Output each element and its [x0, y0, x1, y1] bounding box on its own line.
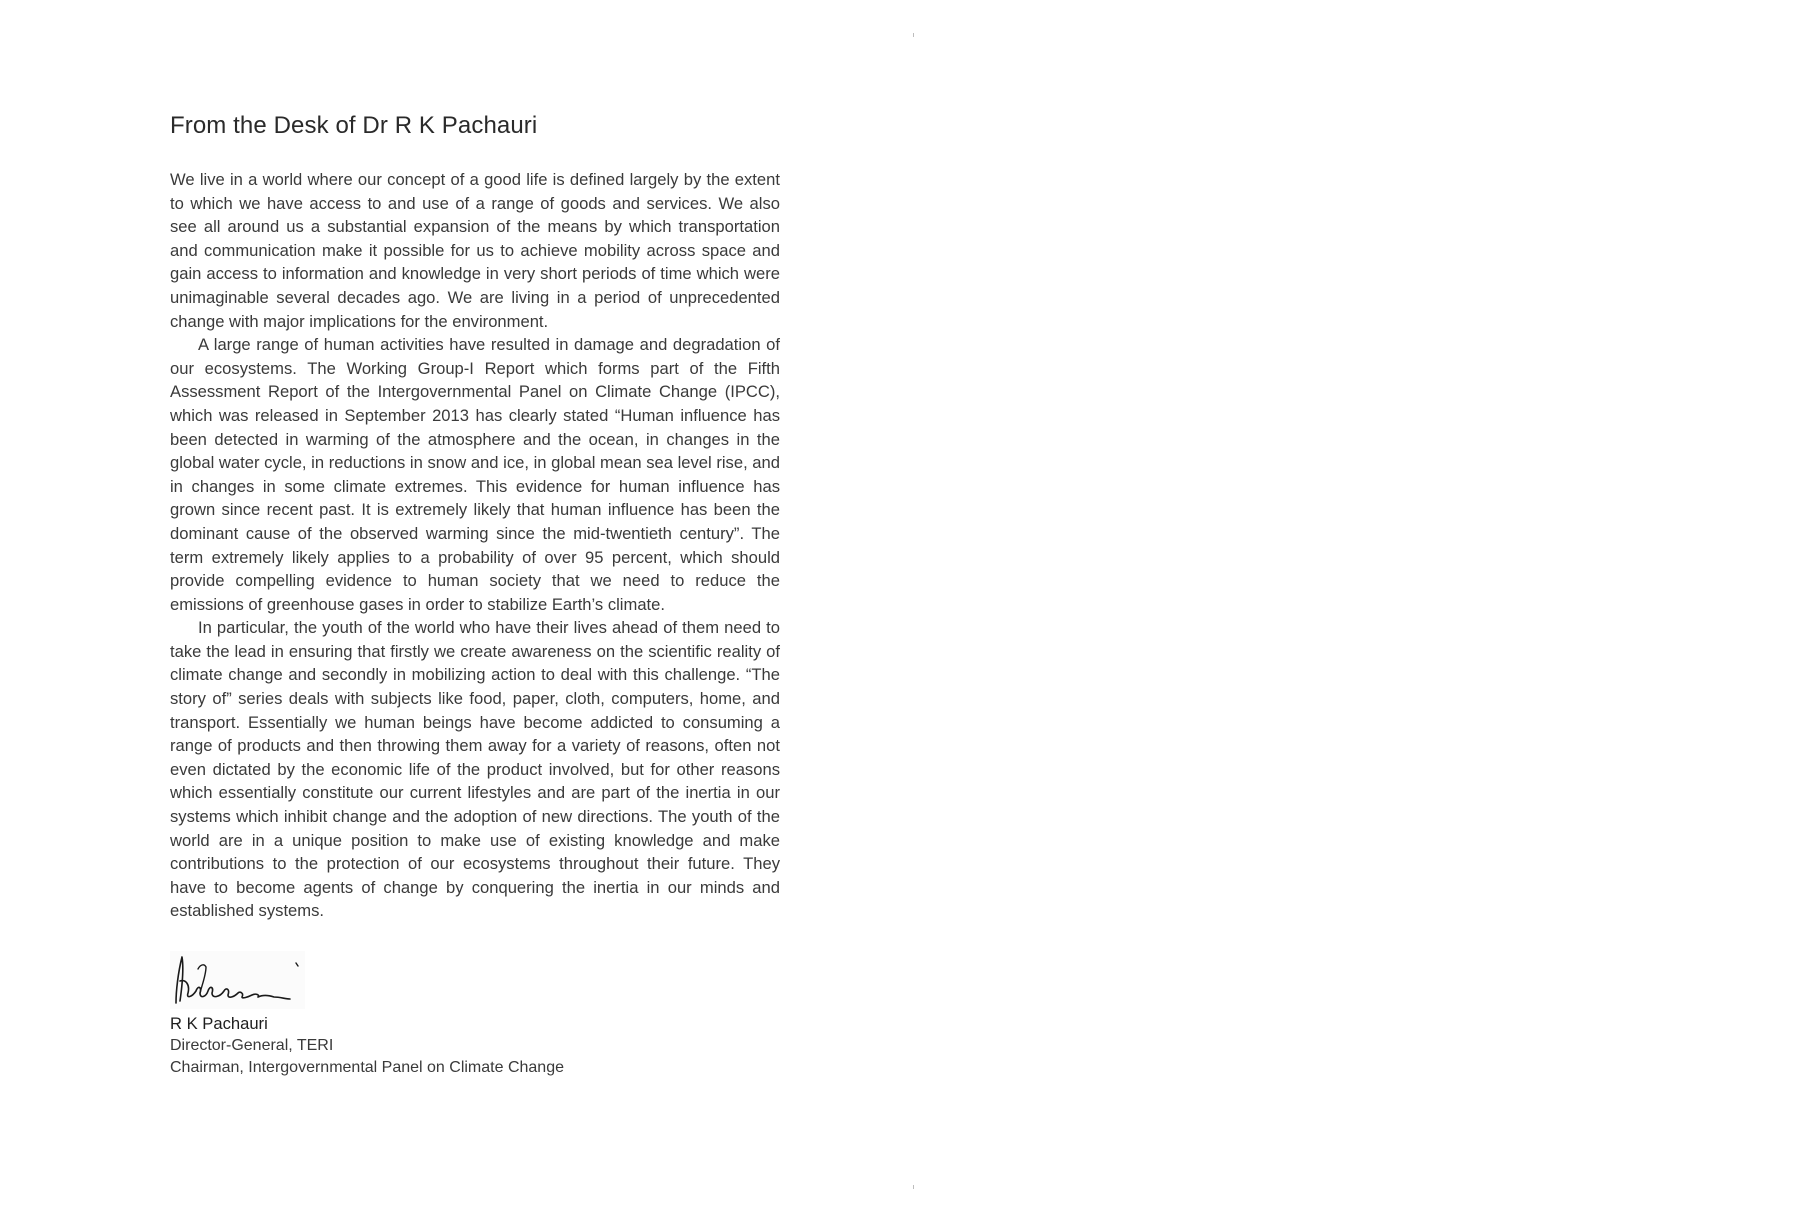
letter-title: From the Desk of Dr R K Pachauri — [170, 112, 538, 139]
signatory-title-2: Chairman, Intergovernmental Panel on Climate Change — [170, 1059, 564, 1076]
paragraph-2: A large range of human activities have resulted in damage and degradation of our ecosystems. The Working Group-I Report which forms part of the Fifth Assessment Report of the Intergovernmental Panel on Climate Change (IPCC), which was released in September 2013 has clearly stated “Human influence has been detected in warming of the atmosphere and the ocean, in changes in the global water cycle, in reductions in snow and ice, in global mean sea level rise, and in changes in some climate extremes. This evidence for human influence has grown since recent past. It is extremely likely that human influence has been the dominant cause of the observed warming since the mid-twentieth century”. The term extremely likely applies to a probability of over 95 percent, which should provide compelling evidence to human society that we need to reduce the emissions of greenhouse gases in order to stabilize Earth’s climate. — [170, 335, 780, 614]
signatory-name: R K Pachauri — [170, 1014, 268, 1033]
letter-body — [170, 168, 780, 923]
bottom-crop-mark — [913, 1185, 914, 1189]
signatory-title-1: Director-General, TERI — [170, 1037, 334, 1054]
signature-image — [170, 951, 305, 1009]
top-crop-mark — [913, 33, 914, 37]
paragraph-3: In particular, the youth of the world who have their lives ahead of them need to take the lead in ensuring that firstly we create awareness on the scientific reality of climate change and secondly in mobilizing action to deal with this challenge. “The story of” series deals with subjects like food, paper, cloth, computers, home, and transport. Essentially we human beings have become addicted to consuming a range of products and then throwing them away for a variety of reasons, often not even dictated by the economic life of the product involved, but for other reasons which essentially constitute our current lifestyles and are part of the inertia in our systems which inhibit change and the adoption of new directions. The youth of the world are in a unique position to make use of existing knowledge and make contributions to the protection of our ecosystems throughout their future. They have to become agents of change by conquering the inertia in our minds and established systems. — [170, 618, 780, 921]
paragraph-1: We live in a world where our concept of a good life is defined largely by the extent to which we have access to and use of a range of goods and services. We also see all around us a substantial expansion of the means by which transportation and communication make it possible for us to achieve mobility across space and gain access to information and knowledge in very short periods of time which were unimaginable several decades ago. We are living in a period of unprecedented change with major implications for the environment. — [170, 170, 780, 331]
letter — [170, 112, 780, 1079]
